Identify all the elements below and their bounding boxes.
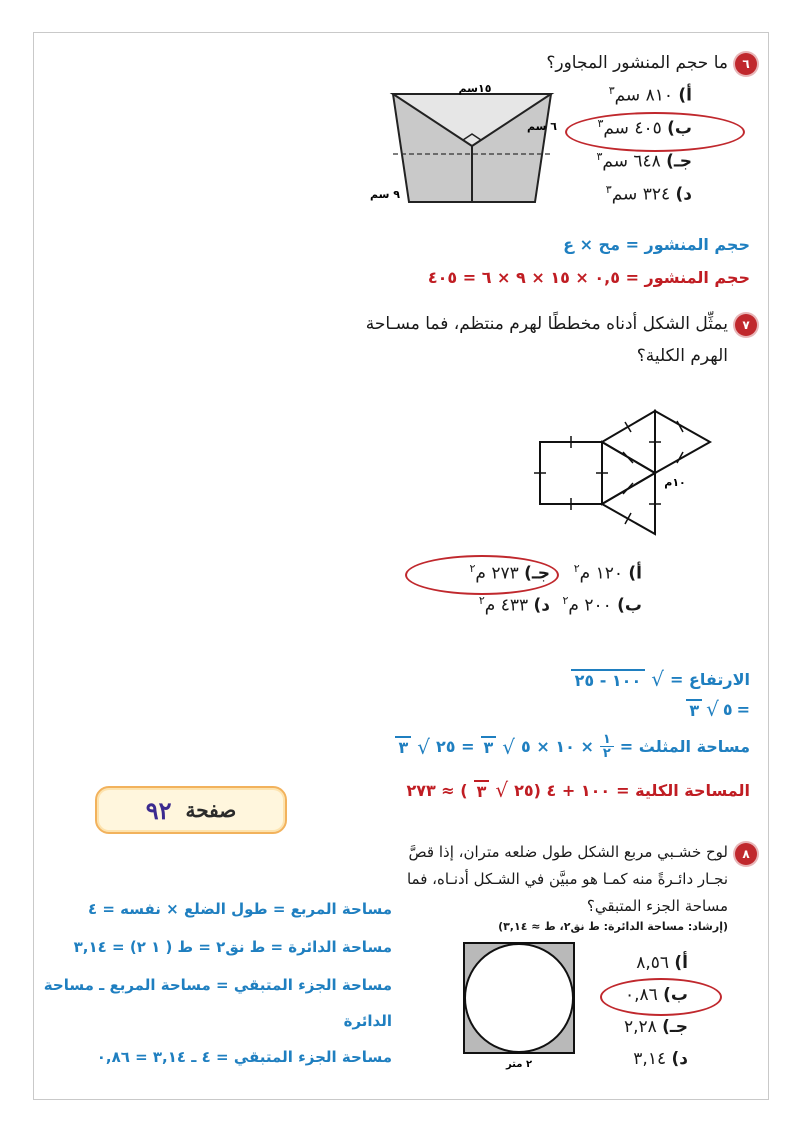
q8-option-d[interactable]: د) ٣,١٤: [633, 1049, 688, 1069]
q8-solution-line1: مساحة المربع = طول الضلع × نفسه = ٤: [87, 900, 392, 918]
question-6-badge: ٦: [735, 53, 757, 75]
q8-option-a[interactable]: أ) ٨,٥٦: [636, 953, 688, 973]
q8-answer-circle: [600, 978, 722, 1016]
q7-answer-circle: [405, 555, 559, 595]
prism-figure: [355, 80, 570, 215]
question-7-line1: يمثِّل الشكل أدناه مخططًا لهرم منتظم، فما مسـاحة: [365, 314, 728, 334]
prism-bottom-label: ٩ سم: [370, 188, 400, 201]
prism-right-label: ٦ سم: [527, 120, 557, 133]
square-circle-figure: [460, 940, 580, 1070]
q6-solution-formula: حجم المنشور = مح × ع: [563, 235, 750, 254]
q7-solution-height: الارتفاع = √ ١٠٠ - ٢٥: [571, 667, 750, 691]
square-bottom-label: ٢ متر: [505, 1059, 533, 1070]
q8-solution-line2: مساحة الدائرة = ط نق٢ = ط ( ١ ٢) = ٣,١٤: [73, 938, 392, 956]
page-label: صفحة: [185, 798, 237, 822]
q7-solution-total: المساحة الكلية = ١٠٠ + ٤ (٢٥ √ ٣ ) ≈ ٢٧٣: [406, 778, 750, 802]
question-8-line2: نجـار دائـرةً منه كمـا هو مبيَّن في الشـكل أدنـاه، فما: [406, 870, 728, 888]
q7-solution-height-result: = ٥ √ ٣: [686, 697, 750, 721]
q6-option-a[interactable]: أ) ٨١٠ سم$^٣$: [608, 84, 692, 106]
q7-solution-triangle: مساحة المثلث = ١ ٢ × ١٠ × ٥ √ ٣ = ٢٥ √ ٣: [395, 733, 750, 760]
q7-option-c[interactable]: جـ) ٢٧٣ م$^٢$: [469, 562, 550, 584]
question-6-text: ما حجم المنشور المجاور؟: [546, 53, 728, 73]
q6-solution-calc: حجم المنشور = ٠,٥ × ١٥ × ٩ × ٦ = ٤٠٥: [427, 268, 750, 287]
q8-solution-line4: مساحة الجزء المتبقي = ٤ ـ ٣,١٤ = ٠,٨٦: [96, 1048, 392, 1066]
pyramid-side-label: ١٠م: [664, 476, 686, 489]
question-8-badge: ٨: [735, 843, 757, 865]
question-8-hint: (إرشاد: مساحة الدائرة: ط نق٢، ط ≈ ٣,١٤): [498, 920, 728, 933]
question-7-line2: الهرم الكلية؟: [636, 346, 728, 366]
question-8-line1: لوح خشـبي مربع الشكل طول ضلعه متران، إذا قصَّ: [408, 843, 728, 861]
question-8-line3: مساحة الجزء المتبقي؟: [586, 897, 728, 915]
q6-answer-circle: [565, 112, 745, 152]
q8-solution-line3a: مساحة الجزء المتبقي = مساحة المربع ـ مساحة: [43, 976, 392, 994]
page-number: ٩٢: [145, 795, 172, 825]
q7-option-a[interactable]: أ) ١٢٠ م$^٢$: [573, 562, 642, 584]
q8-option-c[interactable]: جـ) ٢,٢٨: [623, 1017, 688, 1037]
q7-option-d[interactable]: د) ٤٣٣ م$^٢$: [478, 594, 550, 616]
question-7-badge: ٧: [735, 314, 757, 336]
page-number-box: [95, 786, 287, 834]
q6-option-b[interactable]: ب) ٤٠٥ سم$^٣$: [597, 117, 692, 139]
q6-option-d[interactable]: د) ٣٢٤ سم$^٣$: [605, 183, 692, 205]
q7-option-b[interactable]: ب) ٢٠٠ م$^٢$: [562, 594, 642, 616]
q8-option-b[interactable]: ب) ٠,٨٦: [624, 985, 688, 1005]
q8-solution-line3b: الدائرة: [343, 1012, 392, 1030]
prism-top-label: ١٥سم: [458, 82, 492, 95]
pyramid-net-figure: [525, 408, 725, 543]
q6-option-c[interactable]: جـ) ٦٤٨ سم$^٣$: [596, 150, 692, 172]
